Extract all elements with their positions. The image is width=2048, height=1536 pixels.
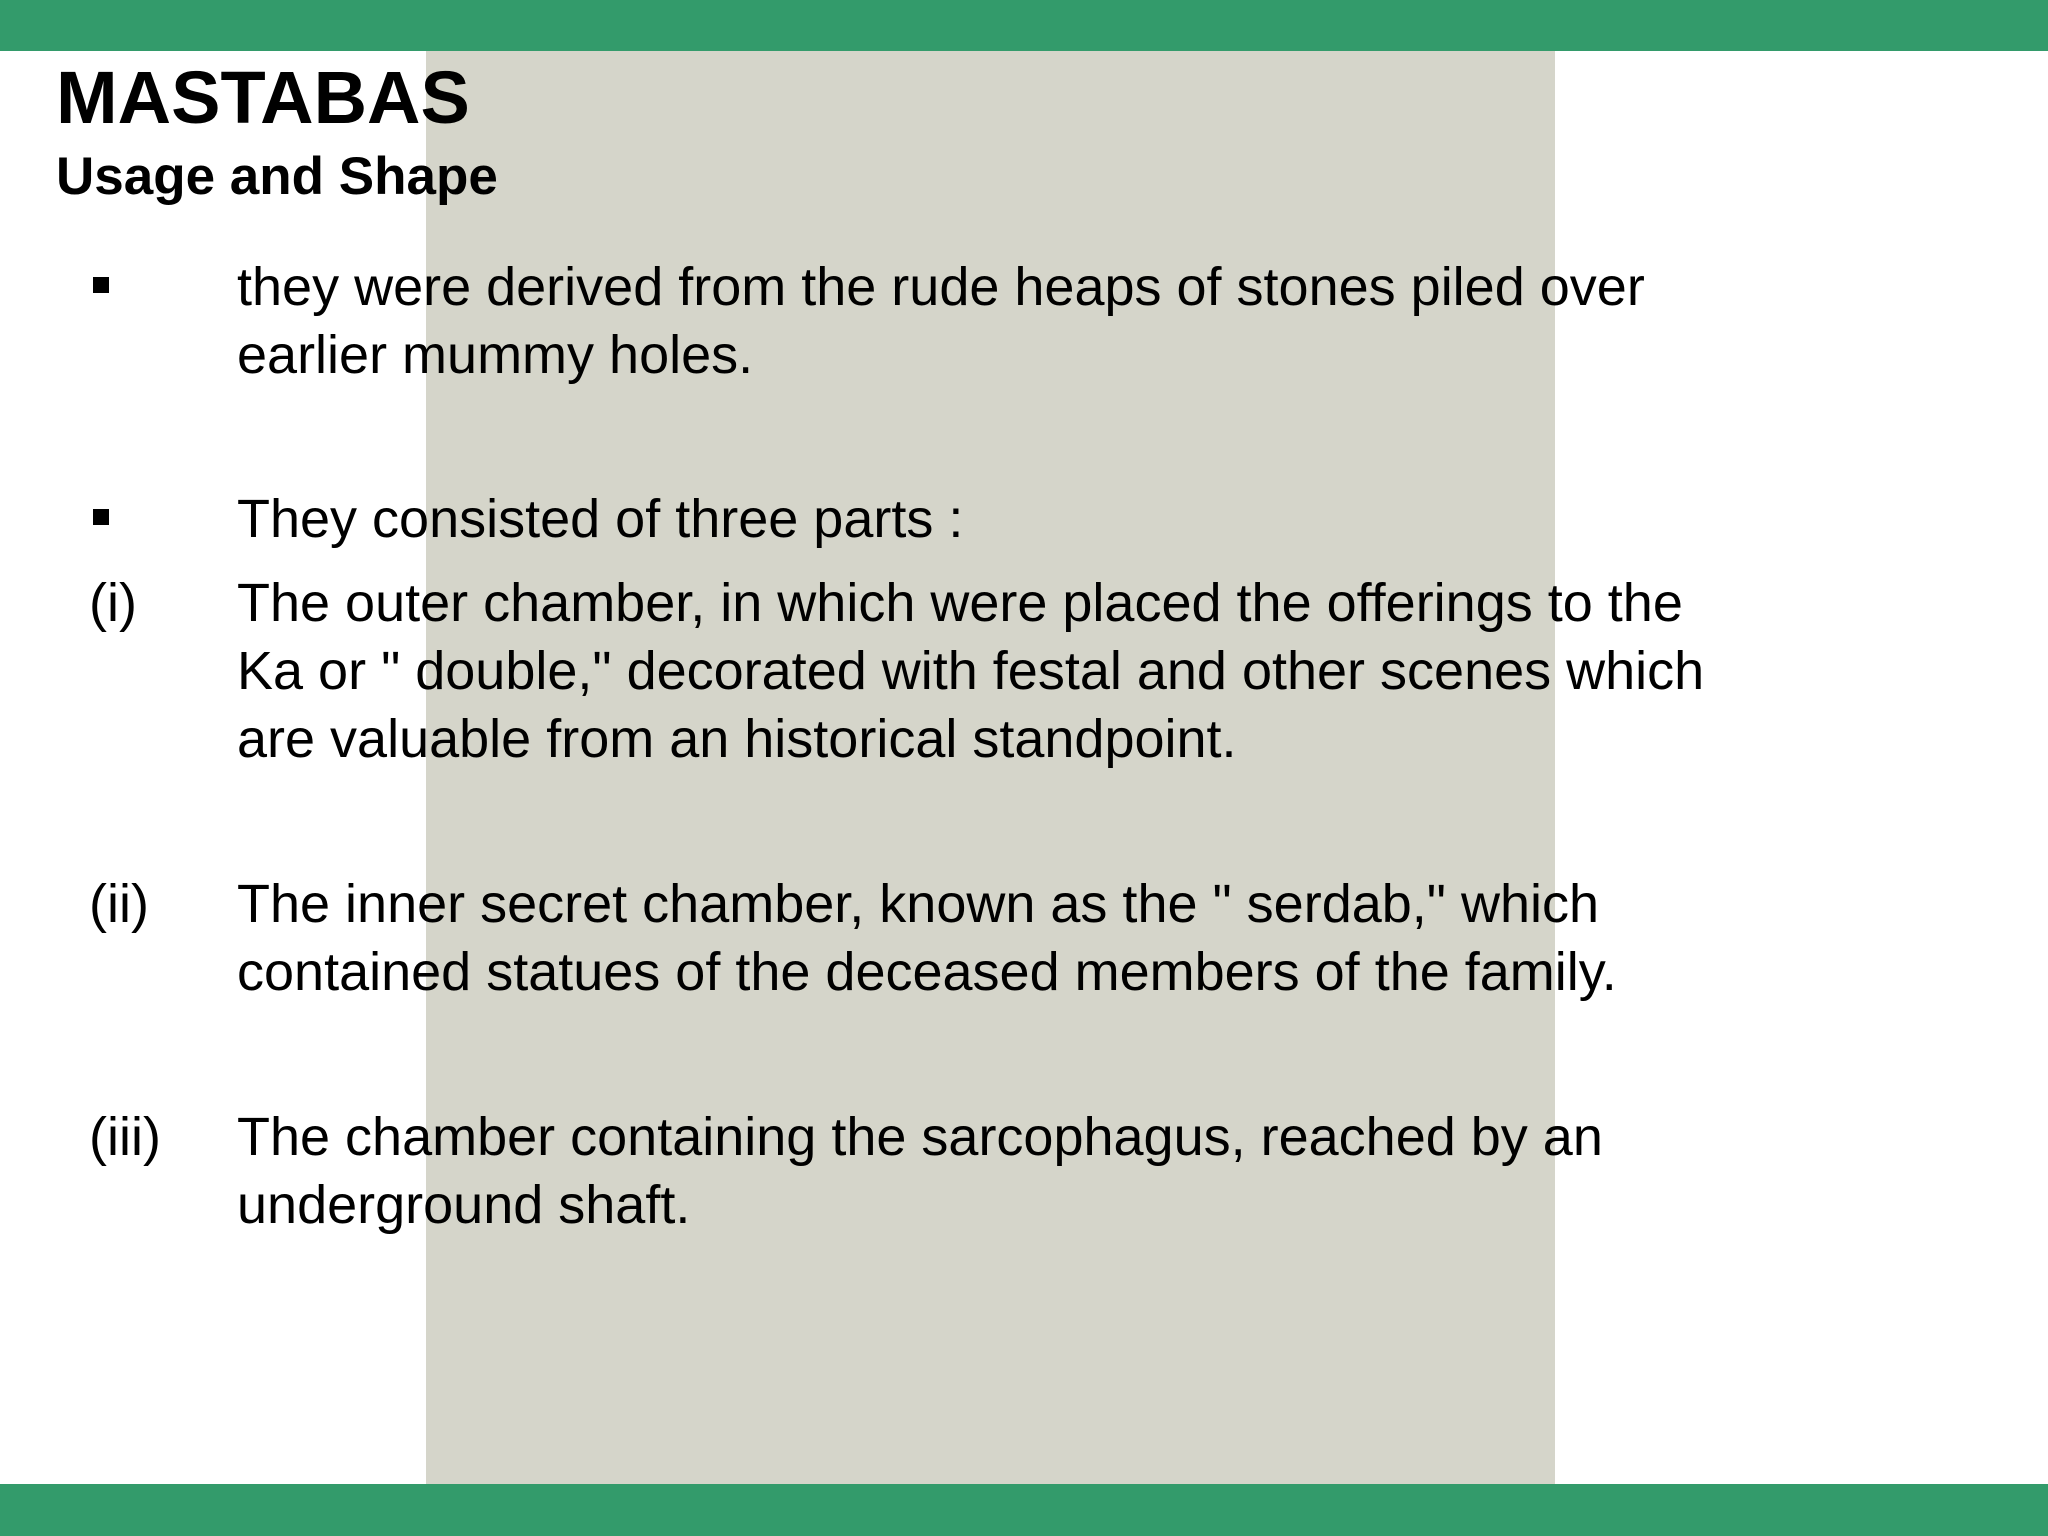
slide-subtitle: Usage and Shape [56, 147, 498, 206]
bottom-accent-bar [0, 1484, 2048, 1536]
list-marker: (iii) [89, 1107, 161, 1167]
square-bullet-icon [93, 509, 109, 525]
item-line: Ka or " double," decorated with festal and other scenes which [237, 641, 1705, 701]
item-text [237, 485, 1817, 553]
item-line: The inner secret chamber, known as the " serdab," which [237, 874, 1600, 934]
item-line: They consisted of three parts : [237, 489, 964, 549]
top-accent-bar [0, 0, 2048, 51]
item-line: they were derived from the rude heaps of stones piled over [237, 257, 1645, 317]
item-text [237, 253, 1817, 389]
item-line: earlier mummy holes. [237, 325, 754, 385]
item-text [237, 569, 1817, 773]
item-text [237, 1103, 1817, 1239]
square-bullet-icon [93, 277, 109, 293]
item-line: The chamber containing the sarcophagus, reached by an [237, 1107, 1603, 1167]
item-line: underground shaft. [237, 1175, 691, 1235]
item-text [237, 870, 1817, 1006]
item-line: are valuable from an historical standpoint. [237, 709, 1237, 769]
list-marker: (ii) [89, 874, 149, 934]
slide-title: MASTABAS [56, 56, 470, 139]
item-line: contained statues of the deceased members of the family. [237, 942, 1617, 1002]
item-line: The outer chamber, in which were placed the offerings to the [237, 573, 1683, 633]
list-marker: (i) [89, 573, 137, 633]
